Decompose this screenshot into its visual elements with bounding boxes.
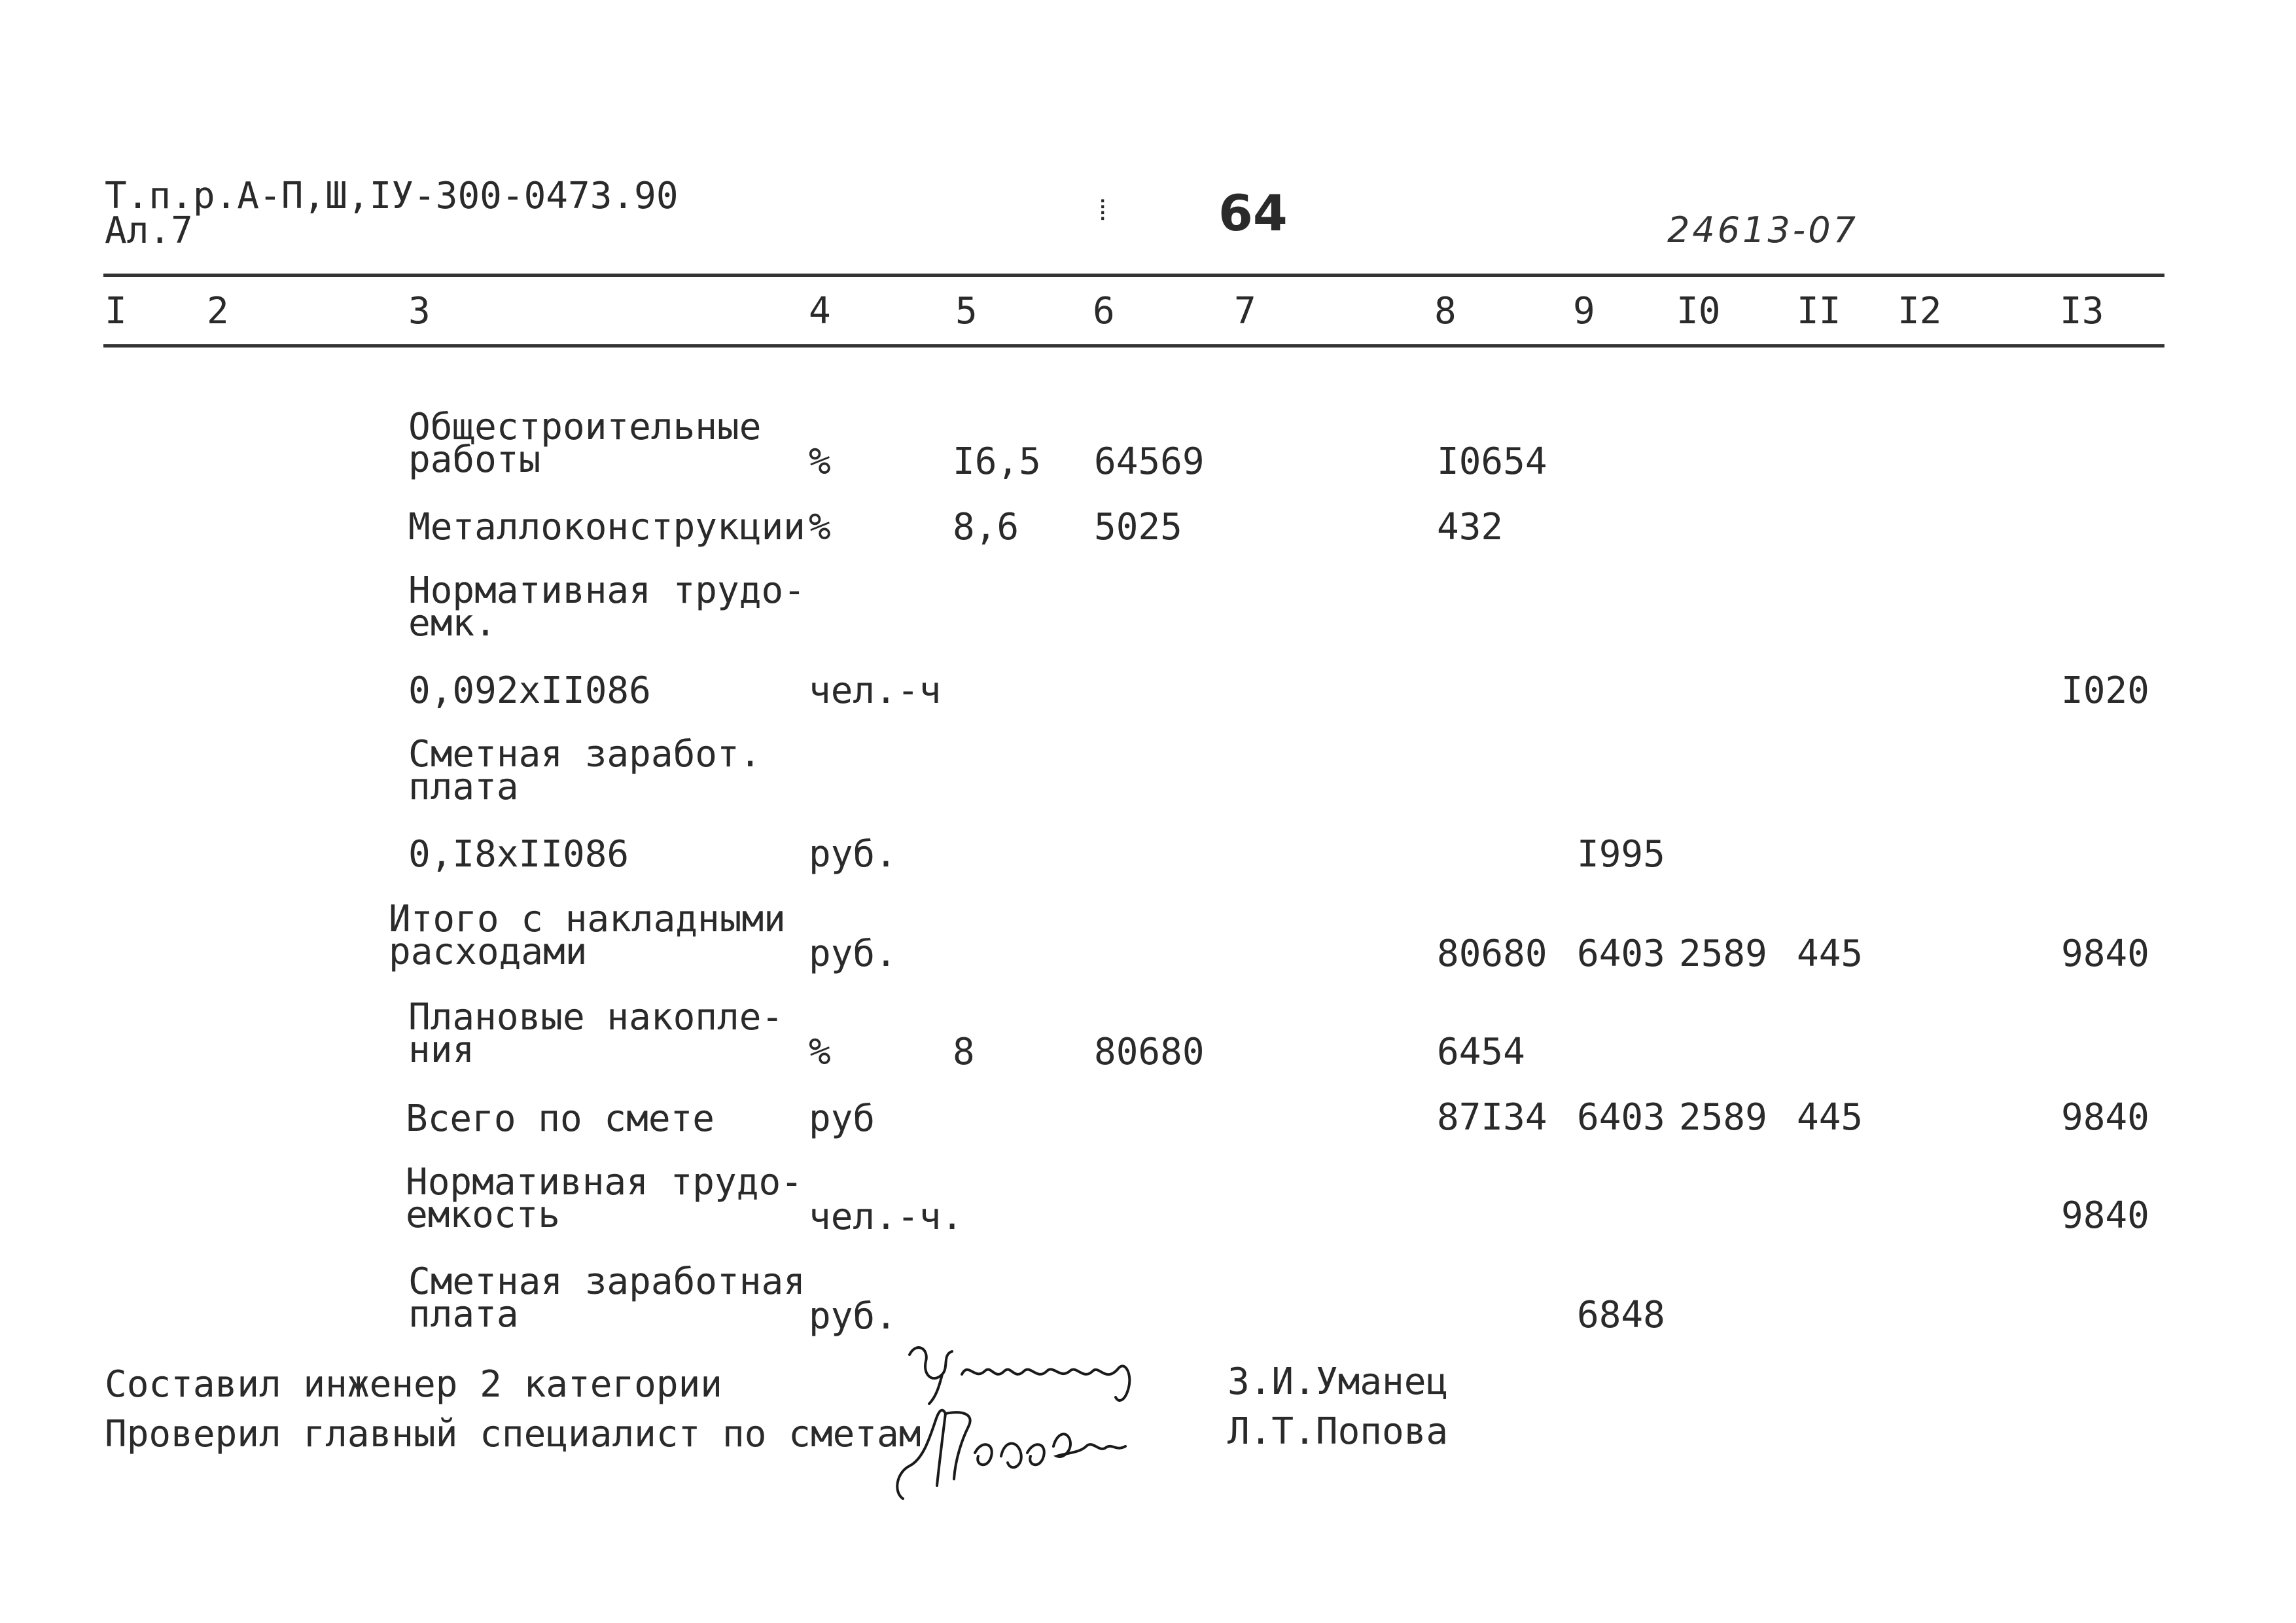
header-bottom-rule (103, 344, 2164, 348)
column-header-10: I0 (1676, 290, 1721, 332)
row-4-labor: I020 (2061, 669, 2149, 712)
checked-by-name: Л.Т.Попова (1227, 1410, 1449, 1453)
row-8-unit: % (809, 1031, 831, 1073)
document-reference: Т.п.р.А-П,Ш,IУ-300-0473.90 (105, 175, 679, 217)
row-1-total: I0654 (1437, 440, 1547, 483)
row-7-unit: руб. (809, 933, 897, 975)
row-9-unit: руб (809, 1097, 875, 1140)
row-11-wages: 6848 (1577, 1294, 1665, 1336)
column-header-9: 9 (1573, 290, 1595, 332)
row-2-name: Металлоконструкции (408, 506, 805, 548)
column-header-3: 3 (408, 290, 431, 332)
row-11-unit: руб. (809, 1295, 897, 1338)
header-top-rule (103, 274, 2164, 277)
row-6-name: 0,I8хII086 (408, 833, 629, 876)
row-2-base: 5025 (1094, 506, 1182, 548)
column-header-7: 7 (1234, 290, 1256, 332)
row-9-labor: 9840 (2061, 1096, 2149, 1139)
row-6-wages: I995 (1577, 833, 1665, 876)
row-2-unit: % (809, 506, 831, 548)
row-9-col10: 2589 (1679, 1096, 1767, 1139)
document-number: 24613-07 (1667, 209, 1858, 251)
row-7-col10: 2589 (1679, 933, 1767, 975)
row-7-total: 80680 (1437, 933, 1547, 975)
column-header-5: 5 (955, 290, 978, 332)
row-2-rate: 8,6 (953, 506, 1019, 548)
row-2-total: 432 (1437, 506, 1504, 548)
row-4-name: 0,092хII086 (408, 669, 651, 712)
column-header-11: II (1797, 290, 1841, 332)
page-number: 64 (1218, 184, 1288, 242)
column-header-2: 2 (207, 290, 229, 332)
row-1-name: Общестроительные работы (408, 406, 762, 481)
row-7-wages: 6403 (1577, 933, 1665, 975)
row-7-labor: 9840 (2061, 933, 2149, 975)
row-10-labor: 9840 (2061, 1194, 2149, 1237)
row-7-name: Итого с накладными расходами (389, 898, 786, 973)
row-8-base: 80680 (1094, 1031, 1205, 1073)
row-10-unit: чел.-ч. (809, 1196, 964, 1238)
column-header-12: I2 (1898, 290, 1942, 332)
row-10-name: Нормативная трудо- емкость (406, 1161, 803, 1236)
row-8-name: Плановые накопле- ния (408, 996, 784, 1071)
column-header-8: 8 (1434, 290, 1457, 332)
row-9-name: Всего по смете (406, 1097, 715, 1140)
signature-popova (890, 1400, 1152, 1505)
row-7-col11: 445 (1797, 933, 1863, 975)
margin-mark: ⁞ (1094, 194, 1112, 227)
row-9-col11: 445 (1797, 1096, 1863, 1139)
column-header-6: 6 (1093, 290, 1115, 332)
row-9-total: 87I34 (1437, 1096, 1547, 1139)
row-3-name: Нормативная трудо- емк. (408, 569, 805, 645)
row-8-rate: 8 (953, 1031, 975, 1073)
column-header-4: 4 (809, 290, 831, 332)
row-9-wages: 6403 (1577, 1096, 1665, 1139)
row-4-unit: чел.-ч (809, 669, 942, 712)
compiled-by-label: Составил инженер 2 категории (105, 1363, 723, 1406)
row-8-total: 6454 (1437, 1031, 1525, 1073)
row-6-unit: руб. (809, 833, 897, 876)
row-1-rate: I6,5 (953, 440, 1041, 483)
compiled-by-name: З.И.Уманец (1227, 1361, 1449, 1403)
row-11-name: Сметная заработная плата (408, 1260, 805, 1336)
column-header-13: I3 (2060, 290, 2104, 332)
row-1-unit: % (809, 440, 831, 483)
checked-by-label: Проверил главный специалист по сметам (105, 1413, 921, 1455)
row-5-name: Сметная заработ. плата (408, 733, 762, 808)
column-header-1: I (105, 290, 127, 332)
row-1-base: 64569 (1094, 440, 1205, 483)
sheet-label: Ал.7 (105, 209, 193, 252)
